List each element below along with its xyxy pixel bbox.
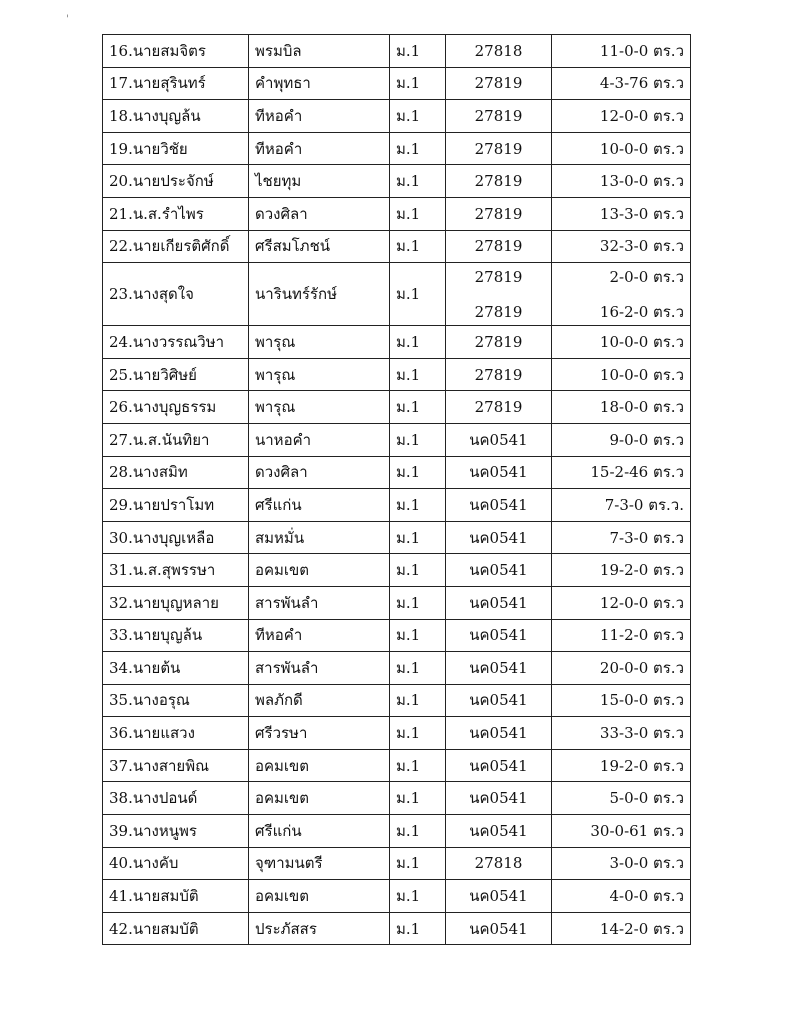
land-area-cell bbox=[552, 586, 691, 619]
village-cell: ม.1 bbox=[390, 326, 446, 359]
deed-number: นค0541 bbox=[469, 919, 528, 938]
village-cell: ม.1 bbox=[390, 586, 446, 619]
deed-number-cell bbox=[446, 652, 552, 685]
holder-surname-cell: อคมเขต bbox=[249, 554, 390, 587]
deed-number-cell bbox=[446, 749, 552, 782]
deed-number: นค0541 bbox=[469, 463, 528, 482]
land-area: 11-0-0 ตร.ว bbox=[599, 41, 684, 60]
land-area-cell bbox=[552, 652, 691, 685]
village-cell: ม.1 bbox=[390, 880, 446, 913]
deed-number: นค0541 bbox=[469, 593, 528, 612]
holder-surname-cell: ดวงศิลา bbox=[249, 197, 390, 230]
holder-surname-cell: พารุณ bbox=[249, 358, 390, 391]
holder-name-cell: 33.นายบุญล้น bbox=[103, 619, 249, 652]
holder-surname-cell: พารุณ bbox=[249, 326, 390, 359]
land-area-cell bbox=[552, 456, 691, 489]
deed-number-cell bbox=[446, 619, 552, 652]
holder-name-cell: 37.นางสายพิณ bbox=[103, 749, 249, 782]
holder-name-cell: 28.นางสมิท bbox=[103, 456, 249, 489]
land-area-cell bbox=[552, 132, 691, 165]
table-row bbox=[103, 456, 691, 489]
land-area-cell bbox=[552, 554, 691, 587]
table-row bbox=[103, 717, 691, 750]
land-area: 10-0-0 ตร.ว bbox=[599, 365, 684, 384]
land-area: 13-3-0 ตร.ว bbox=[599, 204, 684, 223]
village-cell: ม.1 bbox=[390, 782, 446, 815]
village-cell: ม.1 bbox=[390, 391, 446, 424]
holder-name-cell: 32.นายบุญหลาย bbox=[103, 586, 249, 619]
table-row bbox=[103, 554, 691, 587]
holder-name-cell: 25.นายวิศิษย์ bbox=[103, 358, 249, 391]
table-row bbox=[103, 358, 691, 391]
holder-surname-cell: ไชยทุม bbox=[249, 165, 390, 198]
land-area-cell bbox=[552, 749, 691, 782]
deed-number-cell bbox=[446, 847, 552, 880]
land-area: 19-2-0 ตร.ว bbox=[599, 756, 684, 775]
land-area-cell bbox=[552, 197, 691, 230]
holder-name-cell: 30.นางบุญเหลือ bbox=[103, 521, 249, 554]
holder-surname-cell: ทีหอคำ bbox=[249, 100, 390, 133]
village-cell: ม.1 bbox=[390, 456, 446, 489]
deed-number: 27819 bbox=[474, 267, 523, 286]
holder-surname-cell: อคมเขต bbox=[249, 749, 390, 782]
holder-surname-cell: พลภักดี bbox=[249, 684, 390, 717]
village-cell: ม.1 bbox=[390, 100, 446, 133]
deed-number: นค0541 bbox=[469, 430, 528, 449]
deed-number: นค0541 bbox=[469, 658, 528, 677]
land-area: 5-0-0 ตร.ว bbox=[609, 789, 684, 808]
land-area: 4-3-76 ตร.ว bbox=[599, 74, 684, 93]
table-row bbox=[103, 847, 691, 880]
deed-number: นค0541 bbox=[469, 756, 528, 775]
holder-name-cell: 18.นางบุญล้น bbox=[103, 100, 249, 133]
land-area-cell bbox=[552, 717, 691, 750]
table-row bbox=[103, 263, 691, 326]
village-cell: ม.1 bbox=[390, 554, 446, 587]
village-cell: ม.1 bbox=[390, 132, 446, 165]
village-cell: ม.1 bbox=[390, 67, 446, 100]
holder-name-cell: 39.นางหนูพร bbox=[103, 815, 249, 848]
deed-number-cell bbox=[446, 912, 552, 945]
table-row bbox=[103, 197, 691, 230]
holder-name-cell: 23.นางสุดใจ bbox=[103, 263, 249, 326]
land-area: 16-2-0 ตร.ว bbox=[599, 302, 684, 321]
land-area: 33-3-0 ตร.ว bbox=[599, 724, 684, 743]
holder-name-cell: 16.นายสมจิตร bbox=[103, 35, 249, 68]
deed-number-cell bbox=[446, 35, 552, 68]
village-cell: ม.1 bbox=[390, 489, 446, 522]
table-row bbox=[103, 230, 691, 263]
deed-number: 27819 bbox=[474, 365, 523, 384]
deed-number: นค0541 bbox=[469, 887, 528, 906]
deed-number: 27818 bbox=[474, 854, 523, 873]
deed-number: 27818 bbox=[474, 41, 523, 60]
holder-name-cell: 35.นางอรุณ bbox=[103, 684, 249, 717]
deed-number-cell bbox=[446, 67, 552, 100]
deed-number: 27819 bbox=[474, 172, 523, 191]
deed-number-cell bbox=[446, 489, 552, 522]
table-row bbox=[103, 67, 691, 100]
table-row bbox=[103, 815, 691, 848]
deed-number-cell bbox=[446, 423, 552, 456]
holder-surname-cell: ดวงศิลา bbox=[249, 456, 390, 489]
deed-number-cell bbox=[446, 456, 552, 489]
table-row bbox=[103, 35, 691, 68]
deed-number: 27819 bbox=[474, 204, 523, 223]
land-area-cell bbox=[552, 100, 691, 133]
land-area: 11-2-0 ตร.ว bbox=[599, 626, 684, 645]
holder-surname-cell: ศรีสมโภชน์ bbox=[249, 230, 390, 263]
village-cell: ม.1 bbox=[390, 619, 446, 652]
holder-name-cell: 17.นายสุรินทร์ bbox=[103, 67, 249, 100]
deed-number-cell bbox=[446, 684, 552, 717]
land-area-cell bbox=[552, 35, 691, 68]
village-cell: ม.1 bbox=[390, 912, 446, 945]
land-area: 18-0-0 ตร.ว bbox=[599, 398, 684, 417]
holder-surname-cell: จุฑามนตรี bbox=[249, 847, 390, 880]
deed-number: 27819 bbox=[474, 332, 523, 351]
deed-number: นค0541 bbox=[469, 789, 528, 808]
land-area-cell bbox=[552, 230, 691, 263]
land-area-cell bbox=[552, 67, 691, 100]
land-area: 7-3-0 ตร.ว bbox=[609, 528, 684, 547]
village-cell: ม.1 bbox=[390, 521, 446, 554]
land-area-cell bbox=[552, 619, 691, 652]
holder-surname-cell: นารินทร์รักษ์ bbox=[249, 263, 390, 326]
holder-name-cell: 38.นางปอนด์ bbox=[103, 782, 249, 815]
deed-number: 27819 bbox=[474, 106, 523, 125]
deed-number: นค0541 bbox=[469, 528, 528, 547]
holder-name-cell: 22.นายเกียรติศักดิ์ bbox=[103, 230, 249, 263]
holder-surname-cell: สารพันลำ bbox=[249, 586, 390, 619]
table-row bbox=[103, 489, 691, 522]
deed-number: 27819 bbox=[474, 302, 523, 321]
holder-surname-cell: อคมเขต bbox=[249, 782, 390, 815]
village-cell: ม.1 bbox=[390, 358, 446, 391]
deed-number-cell bbox=[446, 880, 552, 913]
deed-number: 27819 bbox=[474, 139, 523, 158]
village-cell: ม.1 bbox=[390, 230, 446, 263]
land-area: 14-2-0 ตร.ว bbox=[599, 919, 684, 938]
deed-number-cell bbox=[446, 132, 552, 165]
holder-surname-cell: พรมบิล bbox=[249, 35, 390, 68]
deed-number: นค0541 bbox=[469, 691, 528, 710]
land-area: 3-0-0 ตร.ว bbox=[609, 854, 684, 873]
deed-number-cell bbox=[446, 782, 552, 815]
land-area-cell bbox=[552, 880, 691, 913]
deed-number: 27819 bbox=[474, 74, 523, 93]
deed-number-cell bbox=[446, 586, 552, 619]
deed-number-cell bbox=[446, 263, 552, 326]
village-cell: ม.1 bbox=[390, 749, 446, 782]
table-body bbox=[103, 35, 691, 945]
table-row bbox=[103, 165, 691, 198]
table-row bbox=[103, 684, 691, 717]
village-cell: ม.1 bbox=[390, 197, 446, 230]
village-cell: ม.1 bbox=[390, 815, 446, 848]
holder-name-cell: 29.นายปราโมท bbox=[103, 489, 249, 522]
land-holders-table bbox=[102, 34, 691, 945]
holder-name-cell: 41.นายสมบัติ bbox=[103, 880, 249, 913]
land-area: 32-3-0 ตร.ว bbox=[599, 237, 684, 256]
holder-surname-cell: ทีหอคำ bbox=[249, 132, 390, 165]
deed-number: นค0541 bbox=[469, 724, 528, 743]
land-area-cell bbox=[552, 165, 691, 198]
land-area: 12-0-0 ตร.ว bbox=[599, 593, 684, 612]
deed-number-cell bbox=[446, 165, 552, 198]
land-area-cell bbox=[552, 847, 691, 880]
land-area: 30-0-61 ตร.ว bbox=[590, 821, 684, 840]
holder-surname-cell: พารุณ bbox=[249, 391, 390, 424]
deed-number-cell bbox=[446, 326, 552, 359]
village-cell: ม.1 bbox=[390, 263, 446, 326]
holder-name-cell: 19.นายวิชัย bbox=[103, 132, 249, 165]
land-area: 10-0-0 ตร.ว bbox=[599, 139, 684, 158]
table-row bbox=[103, 619, 691, 652]
holder-name-cell: 34.นายต้น bbox=[103, 652, 249, 685]
table-row bbox=[103, 912, 691, 945]
land-area-cell bbox=[552, 263, 691, 326]
deed-number: นค0541 bbox=[469, 561, 528, 580]
holder-name-cell: 20.นายประจักษ์ bbox=[103, 165, 249, 198]
land-area-cell bbox=[552, 782, 691, 815]
table-row bbox=[103, 132, 691, 165]
land-area: 10-0-0 ตร.ว bbox=[599, 332, 684, 351]
land-area: 15-2-46 ตร.ว bbox=[590, 463, 684, 482]
holder-surname-cell: คำพุทธา bbox=[249, 67, 390, 100]
holder-name-cell: 31.น.ส.สุพรรษา bbox=[103, 554, 249, 587]
table-row bbox=[103, 326, 691, 359]
holder-name-cell: 27.น.ส.นันทิยา bbox=[103, 423, 249, 456]
land-area-cell bbox=[552, 489, 691, 522]
holder-surname-cell: สมหมั่น bbox=[249, 521, 390, 554]
land-area: 20-0-0 ตร.ว bbox=[599, 658, 684, 677]
deed-number: นค0541 bbox=[469, 821, 528, 840]
land-area: 7-3-0 ตร.ว. bbox=[604, 495, 684, 514]
land-area-cell bbox=[552, 391, 691, 424]
land-area: 2-0-0 ตร.ว bbox=[609, 267, 684, 286]
holder-surname-cell: ศรีวรษา bbox=[249, 717, 390, 750]
land-area-cell bbox=[552, 423, 691, 456]
table-row bbox=[103, 521, 691, 554]
deed-number-cell bbox=[446, 230, 552, 263]
holder-surname-cell: ทีหอคำ bbox=[249, 619, 390, 652]
table-row bbox=[103, 391, 691, 424]
deed-number-cell bbox=[446, 358, 552, 391]
land-area: 13-0-0 ตร.ว bbox=[599, 172, 684, 191]
land-area-cell bbox=[552, 358, 691, 391]
land-area: 15-0-0 ตร.ว bbox=[599, 691, 684, 710]
deed-number-cell bbox=[446, 554, 552, 587]
deed-number-cell bbox=[446, 391, 552, 424]
deed-number-cell bbox=[446, 100, 552, 133]
deed-number: นค0541 bbox=[469, 495, 528, 514]
deed-number-cell bbox=[446, 197, 552, 230]
holder-name-cell: 36.นายแสวง bbox=[103, 717, 249, 750]
deed-number: 27819 bbox=[474, 398, 523, 417]
land-area: 9-0-0 ตร.ว bbox=[609, 430, 684, 449]
holder-name-cell: 42.นายสมบัติ bbox=[103, 912, 249, 945]
scan-speck: ' bbox=[66, 14, 69, 25]
village-cell: ม.1 bbox=[390, 847, 446, 880]
holder-surname-cell: ประภัสสร bbox=[249, 912, 390, 945]
land-area: 4-0-0 ตร.ว bbox=[609, 887, 684, 906]
deed-number-cell bbox=[446, 521, 552, 554]
holder-surname-cell: ศรีแก่น bbox=[249, 489, 390, 522]
village-cell: ม.1 bbox=[390, 35, 446, 68]
table-row bbox=[103, 749, 691, 782]
land-area-cell bbox=[552, 326, 691, 359]
village-cell: ม.1 bbox=[390, 717, 446, 750]
land-area-cell bbox=[552, 521, 691, 554]
land-area-cell bbox=[552, 912, 691, 945]
village-cell: ม.1 bbox=[390, 684, 446, 717]
deed-number-cell bbox=[446, 717, 552, 750]
table-row bbox=[103, 880, 691, 913]
deed-number: 27819 bbox=[474, 237, 523, 256]
holder-name-cell: 26.นางบุญธรรม bbox=[103, 391, 249, 424]
village-cell: ม.1 bbox=[390, 165, 446, 198]
holder-name-cell: 24.นางวรรณวิษา bbox=[103, 326, 249, 359]
holder-name-cell: 21.น.ส.รำไพร bbox=[103, 197, 249, 230]
deed-number-cell bbox=[446, 815, 552, 848]
table-row bbox=[103, 782, 691, 815]
holder-surname-cell: นาหอคำ bbox=[249, 423, 390, 456]
holder-surname-cell: ศรีแก่น bbox=[249, 815, 390, 848]
table-row bbox=[103, 423, 691, 456]
holder-name-cell: 40.นางคับ bbox=[103, 847, 249, 880]
table-row bbox=[103, 652, 691, 685]
deed-number: นค0541 bbox=[469, 626, 528, 645]
land-area: 19-2-0 ตร.ว bbox=[599, 561, 684, 580]
land-area-cell bbox=[552, 684, 691, 717]
holder-surname-cell: อคมเขต bbox=[249, 880, 390, 913]
holder-surname-cell: สารพันลำ bbox=[249, 652, 390, 685]
village-cell: ม.1 bbox=[390, 652, 446, 685]
table-row bbox=[103, 100, 691, 133]
village-cell: ม.1 bbox=[390, 423, 446, 456]
land-area: 12-0-0 ตร.ว bbox=[599, 106, 684, 125]
land-area-cell bbox=[552, 815, 691, 848]
table-row bbox=[103, 586, 691, 619]
